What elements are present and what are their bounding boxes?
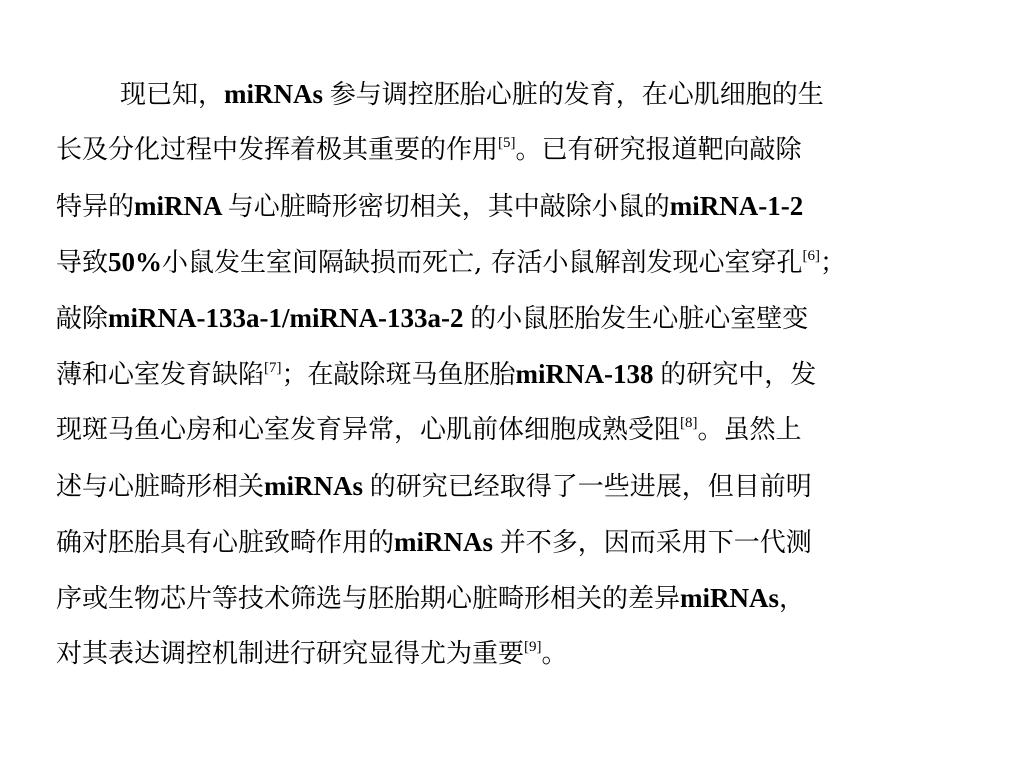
- body-text: 的研究已经取得了一些进展，但目前明: [369, 472, 812, 502]
- text-line: [56, 346, 992, 402]
- slide-paragraph: [56, 66, 992, 682]
- citation-ref: [5]: [498, 135, 516, 151]
- text-line: [56, 234, 992, 290]
- text-line: [56, 570, 992, 626]
- body-text: 敲除: [56, 304, 109, 334]
- text-line: [56, 66, 992, 122]
- body-text: 对其表达调控机制进行研究显得尤为重要: [56, 639, 525, 669]
- body-text: 薄和心室发育缺陷: [56, 360, 265, 390]
- term-text: miRNA-138: [515, 359, 661, 389]
- term-text: miRNA-1-2: [669, 191, 804, 221]
- citation-ref: [8]: [680, 415, 698, 431]
- body-text: 特异的: [56, 192, 135, 222]
- term-text: miRNA-133a-1/miRNA-133a-2: [108, 303, 471, 333]
- body-text: 导致: [56, 248, 109, 278]
- text-line: [56, 178, 992, 234]
- body-text: 述与心脏畸形相关: [56, 472, 265, 502]
- text-line: [56, 514, 992, 570]
- text-line: [56, 290, 992, 346]
- body-text: 小鼠发生室间隔缺损而死亡, 存活小鼠解剖发现心室穿孔: [162, 248, 803, 278]
- body-text: ，: [779, 584, 806, 614]
- term-text: miRNAs: [394, 527, 500, 557]
- term-text: miRNAs: [224, 79, 330, 109]
- body-text: 现斑马鱼心房和心室发育异常，心肌前体细胞成熟受阻: [56, 415, 681, 445]
- body-text: 与心脏畸形密切相关，其中敲除小鼠的: [227, 192, 670, 222]
- text-line: [56, 402, 992, 458]
- text-line: [56, 122, 992, 178]
- term-text: miRNAs: [264, 471, 370, 501]
- body-text: 的研究中，发: [660, 360, 817, 390]
- body-text: 长及分化过程中发挥着极其重要的作用: [56, 135, 499, 165]
- term-text: 50%: [108, 247, 163, 277]
- citation-ref: [7]: [264, 360, 282, 376]
- body-text: 。虽然上: [697, 415, 802, 445]
- citation-ref: [9]: [524, 639, 542, 655]
- body-text: 序或生物芯片等技术筛选与胚胎期心脏畸形相关的差异: [56, 584, 681, 614]
- body-text: 。: [541, 639, 568, 669]
- body-text: 参与调控胚胎心脏的发育，在心肌细胞的生: [329, 80, 824, 110]
- body-text: 并不多，因而采用下一代测: [499, 528, 812, 558]
- body-text: 。已有研究报道靶向敲除: [515, 135, 802, 165]
- text-line: [56, 458, 992, 514]
- body-text: 的小鼠胚胎发生心脏心室壁变: [470, 304, 809, 334]
- body-text: ；: [820, 248, 847, 278]
- term-text: miRNAs: [680, 583, 780, 613]
- body-text: 确对胚胎具有心脏致畸作用的: [56, 528, 395, 558]
- body-text: ；在敲除斑马鱼胚胎: [281, 360, 516, 390]
- term-text: miRNA: [134, 191, 228, 221]
- text-line: [56, 626, 992, 682]
- citation-ref: [6]: [802, 248, 821, 264]
- body-text: 现已知，: [120, 80, 225, 110]
